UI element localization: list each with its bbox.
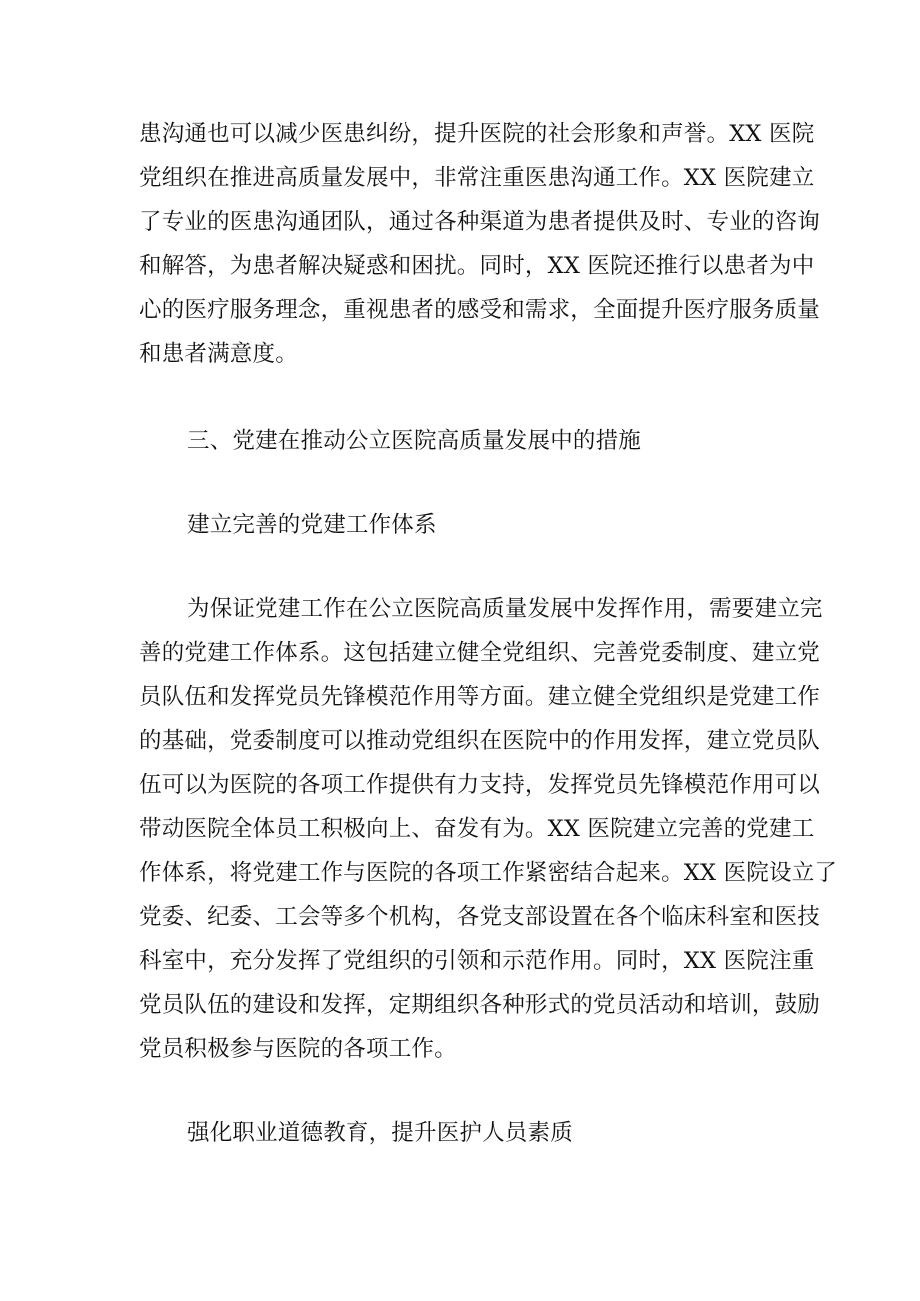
paragraph-line: 党员队伍的建设和发挥，定期组织各种形式的党员活动和培训，鼓励 (139, 992, 821, 1018)
subheading: 强化职业道德教育，提升医护人员素质 (187, 1120, 573, 1146)
paragraph-line: 党组织在推进高质量发展中，非常注重医患沟通工作。XX 医院建立 (139, 165, 815, 191)
paragraph-line: 为保证党建工作在公立医院高质量发展中发挥作用，需要建立完 (187, 596, 823, 622)
paragraph-line: 伍可以为医院的各项工作提供有力支持，发挥党员先锋模范作用可以 (139, 772, 821, 798)
paragraph-line: 党员积极参与医院的各项工作。 (139, 1036, 457, 1062)
paragraph-line: 党委、纪委、工会等多个机构，各党支部设置在各个临床科室和医技 (139, 904, 821, 930)
paragraph-line: 了专业的医患沟通团队，通过各种渠道为患者提供及时、专业的咨询 (139, 209, 821, 235)
paragraph-line: 和患者满意度。 (139, 341, 298, 367)
paragraph-line: 作体系，将党建工作与医院的各项工作紧密结合起来。XX 医院设立了 (139, 860, 838, 886)
paragraph-line: 科室中，充分发挥了党组织的引领和示范作用。同时，XX 医院注重 (139, 948, 815, 974)
paragraph-line: 员队伍和发挥党员先锋模范作用等方面。建立健全党组织是党建工作 (139, 684, 821, 710)
paragraph-line: 心的医疗服务理念，重视患者的感受和需求，全面提升医疗服务质量 (139, 297, 821, 323)
paragraph-line: 患沟通也可以减少医患纠纷，提升医院的社会形象和声誉。XX 医院 (139, 121, 815, 147)
paragraph-line: 和解答，为患者解决疑惑和困扰。同时，XX 医院还推行以患者为中 (139, 253, 815, 279)
paragraph-line: 善的党建工作体系。这包括建立健全党组织、完善党委制度、建立党 (139, 640, 821, 666)
subheading: 建立完善的党建工作体系 (187, 512, 437, 538)
paragraph-line: 的基础，党委制度可以推动党组织在医院中的作用发挥，建立党员队 (139, 728, 821, 754)
paragraph-line: 带动医院全体员工积极向上、奋发有为。XX 医院建立完善的党建工 (139, 816, 815, 842)
section-heading: 三、党建在推动公立医院高质量发展中的措施 (187, 428, 642, 454)
